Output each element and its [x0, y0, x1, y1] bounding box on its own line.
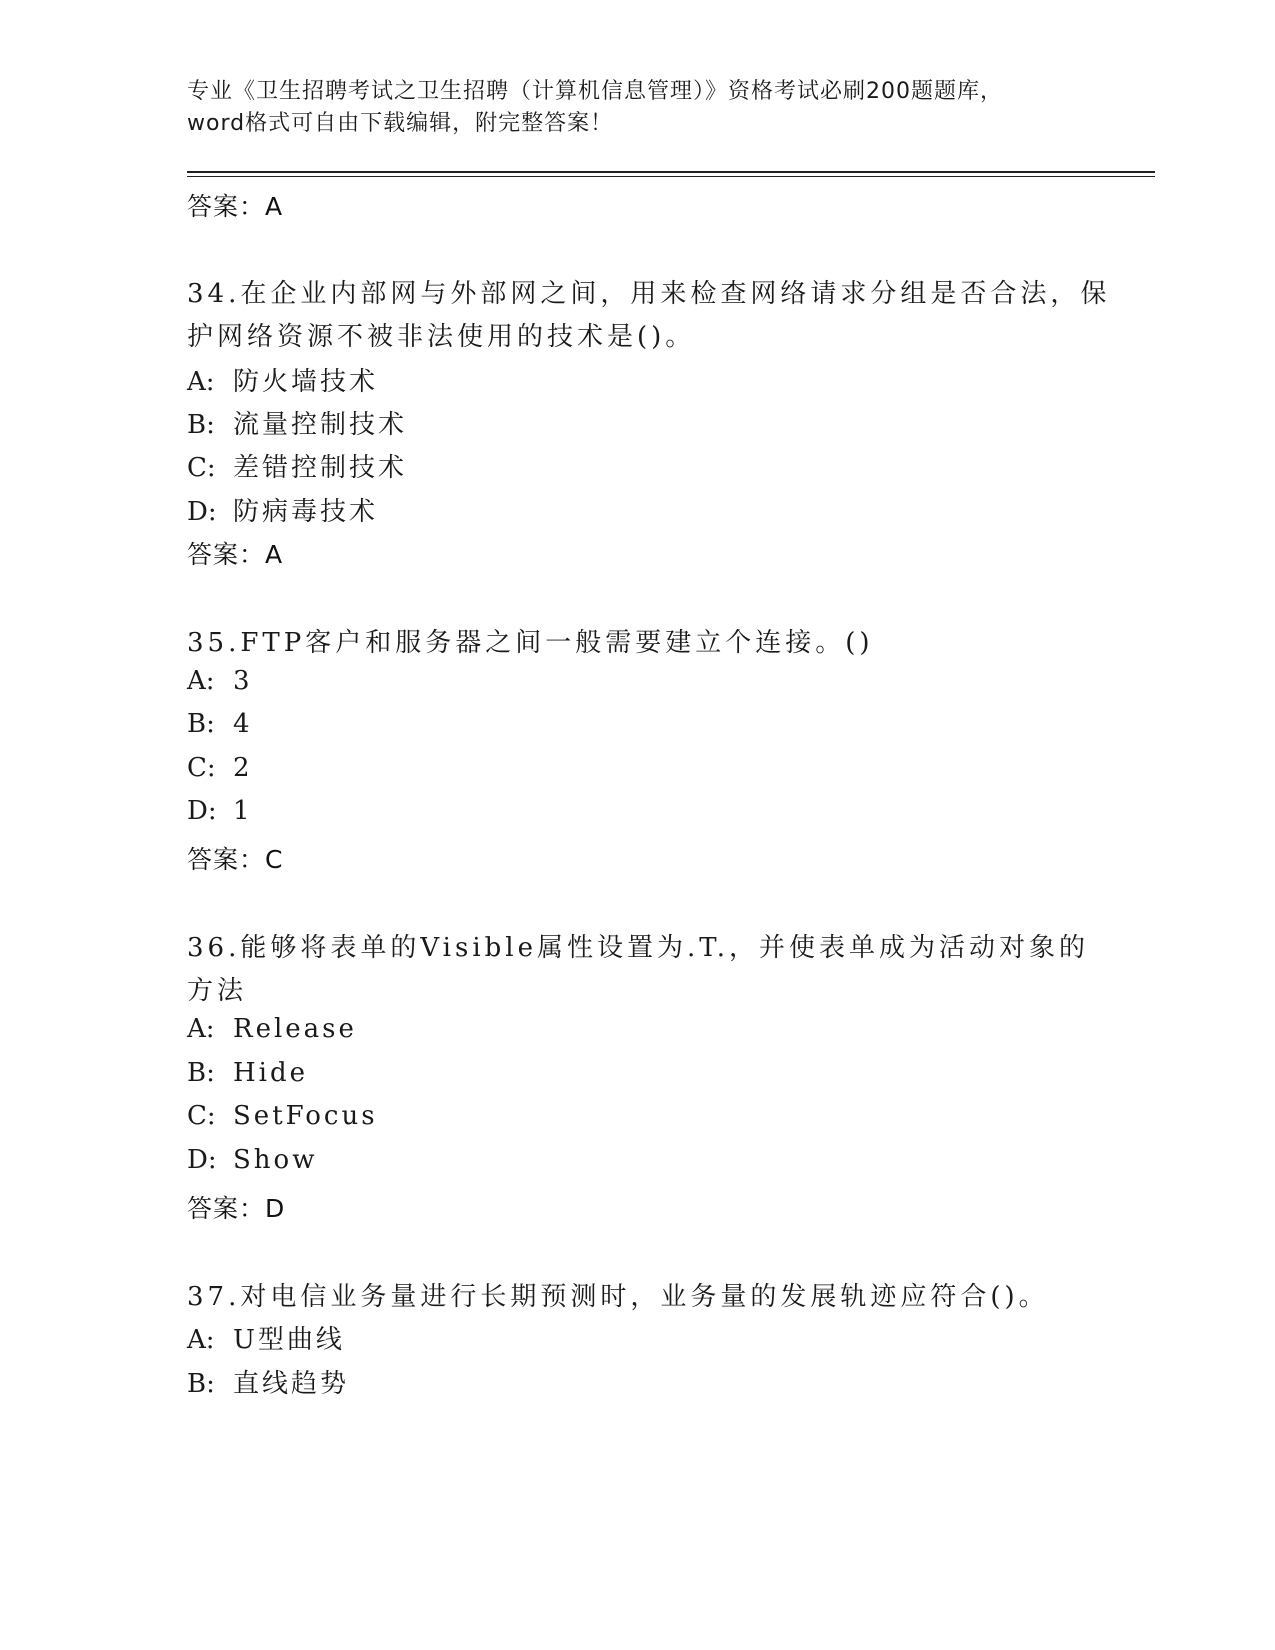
question-35-answer: 答案：C	[187, 845, 284, 874]
question-37-line-1: 37.对电信业务量进行长期预测时，业务量的发展轨迹应符合()。	[187, 1282, 1049, 1312]
previous-answer: 答案：A	[187, 192, 284, 221]
question-35-option-c: C: 2	[187, 753, 253, 783]
header-title-line-1: 专业《卫生招聘考试之卫生招聘（计算机信息管理）》资格考试必刷200题题库，	[187, 79, 1003, 104]
question-34-option-c: C: 差错控制技术	[187, 453, 408, 483]
question-34-option-a: A: 防火墙技术	[187, 367, 379, 397]
header-title-line-2: word格式可自由下载编辑，附完整答案！	[187, 111, 614, 136]
question-35-option-a: A: 3	[187, 666, 253, 696]
question-35-option-d: D: 1	[187, 796, 253, 826]
header-divider-top	[187, 171, 1155, 173]
question-37-option-b: B: 直线趋势	[187, 1369, 350, 1399]
question-34-option-b: B: 流量控制技术	[187, 410, 408, 440]
question-36-line-1: 36.能够将表单的Visible属性设置为.T.，并使表单成为活动对象的	[187, 933, 1090, 963]
question-36-option-c: C: SetFocus	[187, 1101, 378, 1131]
header-divider-bottom	[187, 176, 1155, 177]
question-36-option-d: D: Show	[187, 1145, 318, 1175]
question-35-option-b: B: 4	[187, 709, 253, 739]
question-35-line-1: 35.FTP客户和服务器之间一般需要建立个连接。()	[187, 628, 874, 658]
question-34-line-1: 34.在企业内部网与外部网之间，用来检查网络请求分组是否合法，保	[187, 279, 1111, 309]
question-36-option-a: A: Release	[187, 1014, 357, 1044]
question-36-answer: 答案：D	[187, 1194, 286, 1223]
question-34-line-2: 护网络资源不被非法使用的技术是()。	[187, 322, 696, 352]
question-36-line-2: 方法	[187, 976, 248, 1006]
question-34-option-d: D: 防病毒技术	[187, 497, 379, 527]
question-36-option-b: B: Hide	[187, 1058, 309, 1088]
question-34-answer: 答案：A	[187, 540, 284, 569]
question-37-option-a: A: U型曲线	[187, 1325, 345, 1355]
